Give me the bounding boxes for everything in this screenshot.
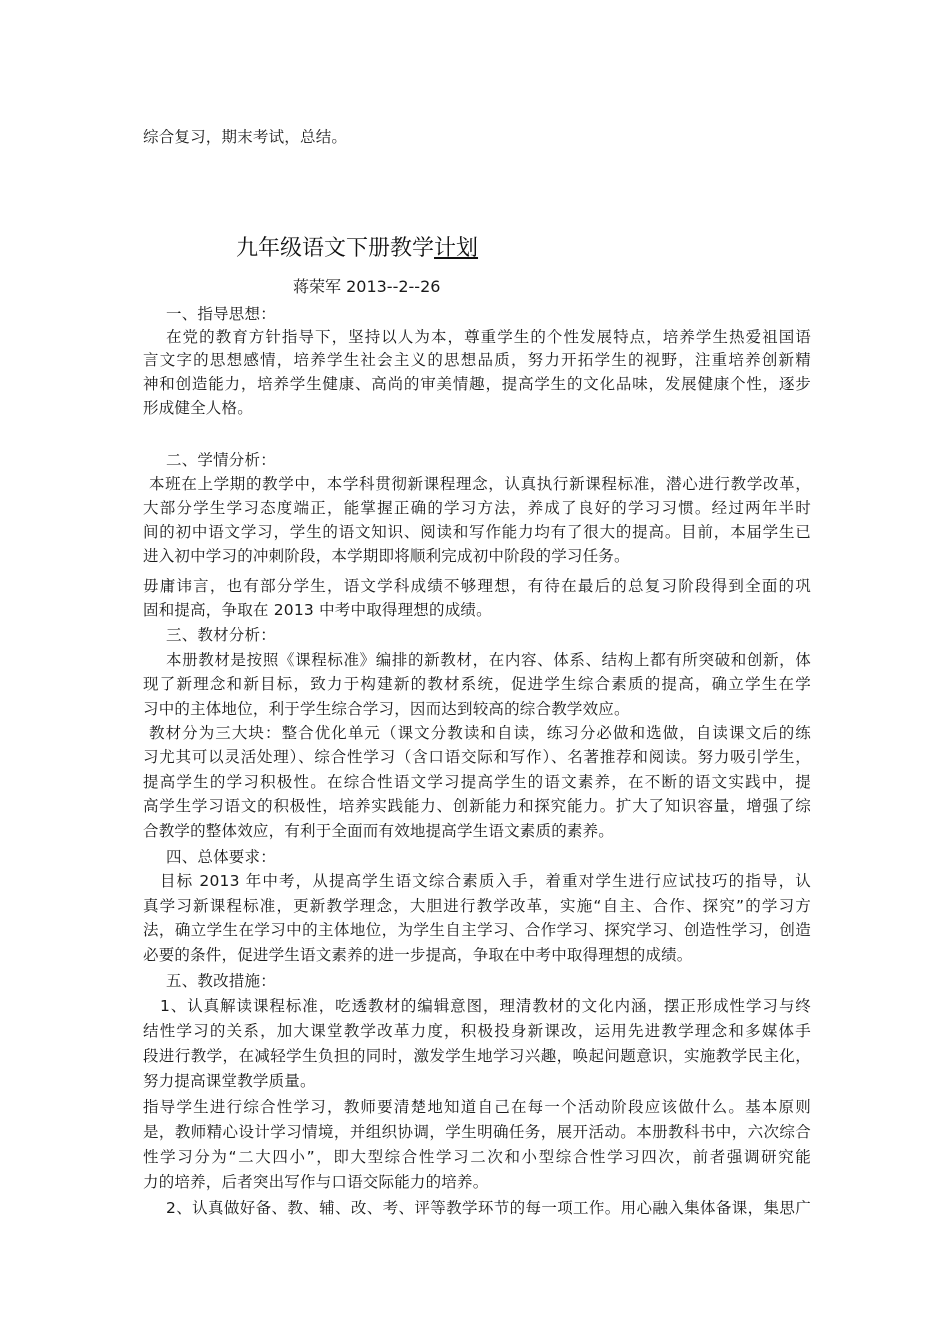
section-3-line: 本册教材是按照《课程标准》编排的新教材，在内容、体系、结构上都有所突破和创新，体 — [166, 651, 811, 669]
section-3-line: 习尤其可以灵活处理）、综合性学习（含口语交际和写作）、名著推荐和阅读。努力吸引学生， — [143, 748, 811, 766]
section-5-line: 结性学习的关系，加大课堂教学改革力度，积极投身新课改，运用先进教学理念和多媒体手 — [143, 1022, 811, 1040]
section-5-line: 2、认真做好备、教、辅、改、考、评等教学环节的每一项工作。用心融入集体备课，集思广 — [166, 1199, 811, 1217]
section-5-line: 努力提高课堂教学质量。 — [143, 1072, 316, 1090]
section-3-line: 教材分为三大块：整合优化单元（课文分教读和自读，练习分必做和选做，自读课文后的练 — [149, 724, 811, 742]
title-underlined: 计划 — [434, 236, 479, 261]
section-1-line: 在党的教育方针指导下，坚持以人为本，尊重学生的个性发展特点，培养学生热爱祖国语 — [166, 328, 811, 346]
section-5-line: 指导学生进行综合性学习，教师要清楚地知道自己在每一个活动阶段应该做什么。基本原则 — [143, 1098, 811, 1116]
section-1-line: 言文字的思想感情，培养学生社会主义的思想品质，努力开拓学生的视野，注重培养创新精 — [143, 351, 811, 369]
section-2-line: 进入初中学习的冲刺阶段，本学期即将顺利完成初中阶段的学习任务。 — [143, 547, 630, 565]
section-1-line: 神和创造能力，培养学生健康、高尚的审美情趣，提高学生的文化品味，发展健康个性，逐步 — [143, 375, 811, 393]
author-date-line: 蒋荣军 2013--2--26 — [293, 277, 441, 296]
section-3-line: 高学生学习语文的积极性，培养实践能力、创新能力和探究能力。扩大了知识容量，增强了综 — [143, 797, 811, 815]
section-2-line: 大部分学生学习态度端正，能掌握正确的学习方法，养成了良好的学习习惯。经过两年半时 — [143, 499, 811, 517]
section-4-line: 必要的条件，促进学生语文素养的进一步提高，争取在中考中取得理想的成绩。 — [143, 946, 693, 964]
section-5-line: 性学习分为“二大四小”，即大型综合性学习二次和小型综合性学习四次，前者强调研究能 — [143, 1148, 811, 1166]
section-2-line: 间的初中语文学习，学生的语文知识、阅读和写作能力均有了很大的提高。目前，本届学生已 — [143, 523, 811, 541]
title-main: 九年级语文下册教学 — [236, 236, 435, 261]
section-3-heading: 三、教材分析： — [166, 626, 276, 644]
section-1-heading: 一、指导思想： — [166, 305, 276, 323]
section-4-line: 真学习新课程标准，更新教学理念，大胆进行教学改革，实施“自主、合作、探究”的学习方 — [143, 897, 811, 915]
section-2-heading: 二、学情分析： — [166, 451, 276, 469]
section-3-line: 习中的主体地位，利于学生综合学习，因而达到较高的综合教学效应。 — [143, 700, 630, 718]
section-5-line: 1、认真解读课程标准，吃透教材的编辑意图，理清教材的文化内涵，摆正形成性学习与终 — [160, 997, 811, 1015]
section-4-heading: 四、总体要求： — [166, 848, 276, 866]
section-3-line: 合教学的整体效应，有利于全面而有效地提高学生语文素质的素养。 — [143, 822, 615, 840]
section-4-line: 法，确立学生在学习中的主体地位，为学生自主学习、合作学习、探究学习、创造性学习，创造 — [143, 921, 811, 939]
top-line: 综合复习，期末考试，总结。 — [143, 128, 348, 146]
section-5-line: 是，教师精心设计学习情境，并组织协调，学生明确任务，展开活动。本册教科书中，六次综合 — [143, 1123, 811, 1141]
section-4-line: 目标 2013 年中考，从提高学生语文综合素质入手，着重对学生进行应试技巧的指导，认 — [160, 872, 811, 890]
section-1-line: 形成健全人格。 — [143, 399, 253, 417]
section-2-line: 本班在上学期的教学中，本学科贯彻新课程理念，认真执行新课程标准，潜心进行教学改革， — [149, 475, 811, 493]
section-3-line: 提高学生的学习积极性。在综合性语文学习提高学生的语文素养，在不断的语文实践中，提 — [143, 773, 811, 791]
section-2-line: 毋庸讳言，也有部分学生，语文学科成绩不够理想，有待在最后的总复习阶段得到全面的巩 — [143, 577, 811, 595]
section-2-line: 固和提高，争取在 2013 中考中取得理想的成绩。 — [143, 601, 492, 619]
section-5-line: 段进行教学，在减轻学生负担的同时，激发学生地学习兴趣，唤起问题意识，实施教学民主化， — [143, 1047, 811, 1065]
section-5-line: 力的培养，后者突出写作与口语交际能力的培养。 — [143, 1173, 489, 1191]
section-3-line: 现了新理念和新目标，致力于构建新的教材系统，促进学生综合素质的提高，确立学生在学 — [143, 675, 811, 693]
section-5-heading: 五、教改措施： — [166, 972, 276, 990]
document-title — [236, 234, 478, 264]
